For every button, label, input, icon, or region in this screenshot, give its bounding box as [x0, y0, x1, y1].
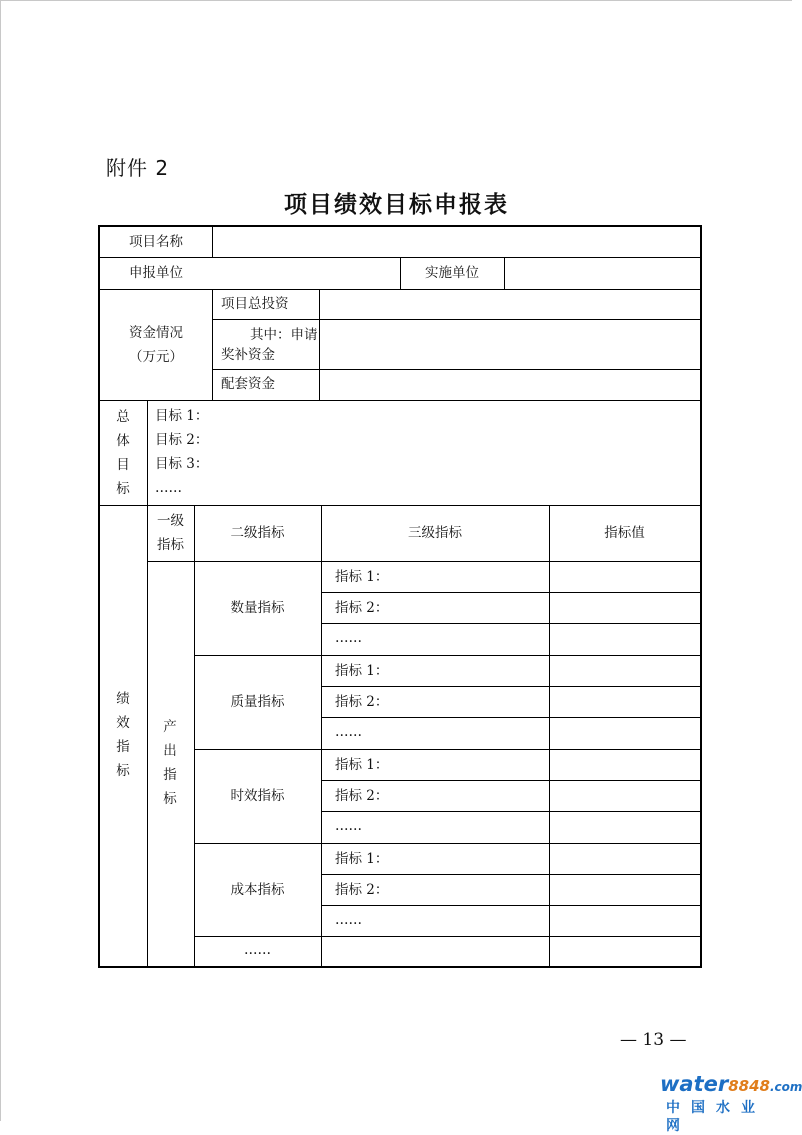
indicator-item: 指标 2： — [335, 882, 389, 898]
row-line — [100, 289, 700, 290]
funds-label: 资金情况 — [129, 325, 183, 341]
col-line — [147, 400, 148, 505]
indicator-item: …… — [335, 912, 362, 928]
col-line — [549, 505, 550, 966]
performance-label: 绩效指标 — [116, 691, 130, 779]
indicator-item: 指标 2： — [335, 600, 389, 616]
row-line — [321, 874, 700, 875]
funds-unit: （万元） — [129, 349, 183, 365]
group-name: 时效指标 — [230, 788, 285, 804]
subsidy-label-line1: 其中：申请 — [250, 327, 318, 343]
indicator-item: …… — [335, 818, 362, 834]
indicator-item: …… — [335, 724, 362, 740]
col-line — [504, 257, 505, 289]
row-line — [100, 505, 700, 506]
level1-header-a: 一级 — [157, 513, 184, 529]
matching-label: 配套资金 — [221, 376, 275, 392]
applicant-label: 申报单位 — [129, 265, 183, 281]
implementer-label: 实施单位 — [425, 265, 479, 281]
overall-goal-label: 总体目标 — [116, 409, 130, 497]
row-line — [100, 400, 700, 401]
goal-3: 目标 3： — [155, 456, 209, 472]
row-line — [194, 843, 700, 844]
level2-header: 二级指标 — [230, 525, 285, 541]
row-line — [321, 717, 700, 718]
row-line — [194, 936, 700, 937]
value-header: 指标值 — [604, 525, 645, 541]
indicator-item: 指标 1： — [335, 851, 389, 867]
page-title: 项目绩效目标申报表 — [284, 192, 509, 218]
col-line — [212, 289, 213, 400]
goal-1: 目标 1： — [155, 408, 209, 424]
row-line — [194, 749, 700, 750]
goal-more: …… — [155, 480, 182, 496]
row-line — [321, 905, 700, 906]
output-indicator-label: 产出指标 — [163, 719, 177, 807]
level3-header: 三级指标 — [408, 525, 462, 541]
row-line — [321, 592, 700, 593]
row-line — [321, 623, 700, 624]
col-line — [212, 227, 213, 257]
attachment-label: 附件 2 — [106, 156, 170, 180]
watermark-logo: water8848.com 中国水业网 — [660, 1072, 802, 1134]
goal-2: 目标 2： — [155, 432, 209, 448]
col-line — [147, 505, 148, 966]
project-name-label: 项目名称 — [129, 234, 183, 250]
group-name: 成本指标 — [230, 882, 285, 898]
col-line — [319, 289, 320, 400]
group-name: 数量指标 — [230, 600, 285, 616]
row-line — [147, 561, 700, 562]
row-line — [212, 369, 700, 370]
indicator-item: …… — [335, 630, 362, 646]
row-line — [321, 811, 700, 812]
row-line — [321, 686, 700, 687]
more-indicators: …… — [244, 942, 271, 958]
group-name: 质量指标 — [230, 694, 285, 710]
subsidy-label-line2: 奖补资金 — [221, 347, 275, 363]
performance-goal-form — [98, 225, 702, 968]
row-line — [321, 780, 700, 781]
indicator-item: 指标 2： — [335, 694, 389, 710]
col-line — [321, 505, 322, 966]
indicator-item: 指标 1： — [335, 663, 389, 679]
indicator-item: 指标 2： — [335, 788, 389, 804]
indicator-item: 指标 1： — [335, 569, 389, 585]
total-investment-label: 项目总投资 — [221, 296, 289, 312]
row-line — [194, 655, 700, 656]
page-number: — 13 — — [620, 1030, 687, 1050]
row-line — [212, 319, 700, 320]
indicator-item: 指标 1： — [335, 757, 389, 773]
level1-header-b: 指标 — [157, 537, 184, 553]
